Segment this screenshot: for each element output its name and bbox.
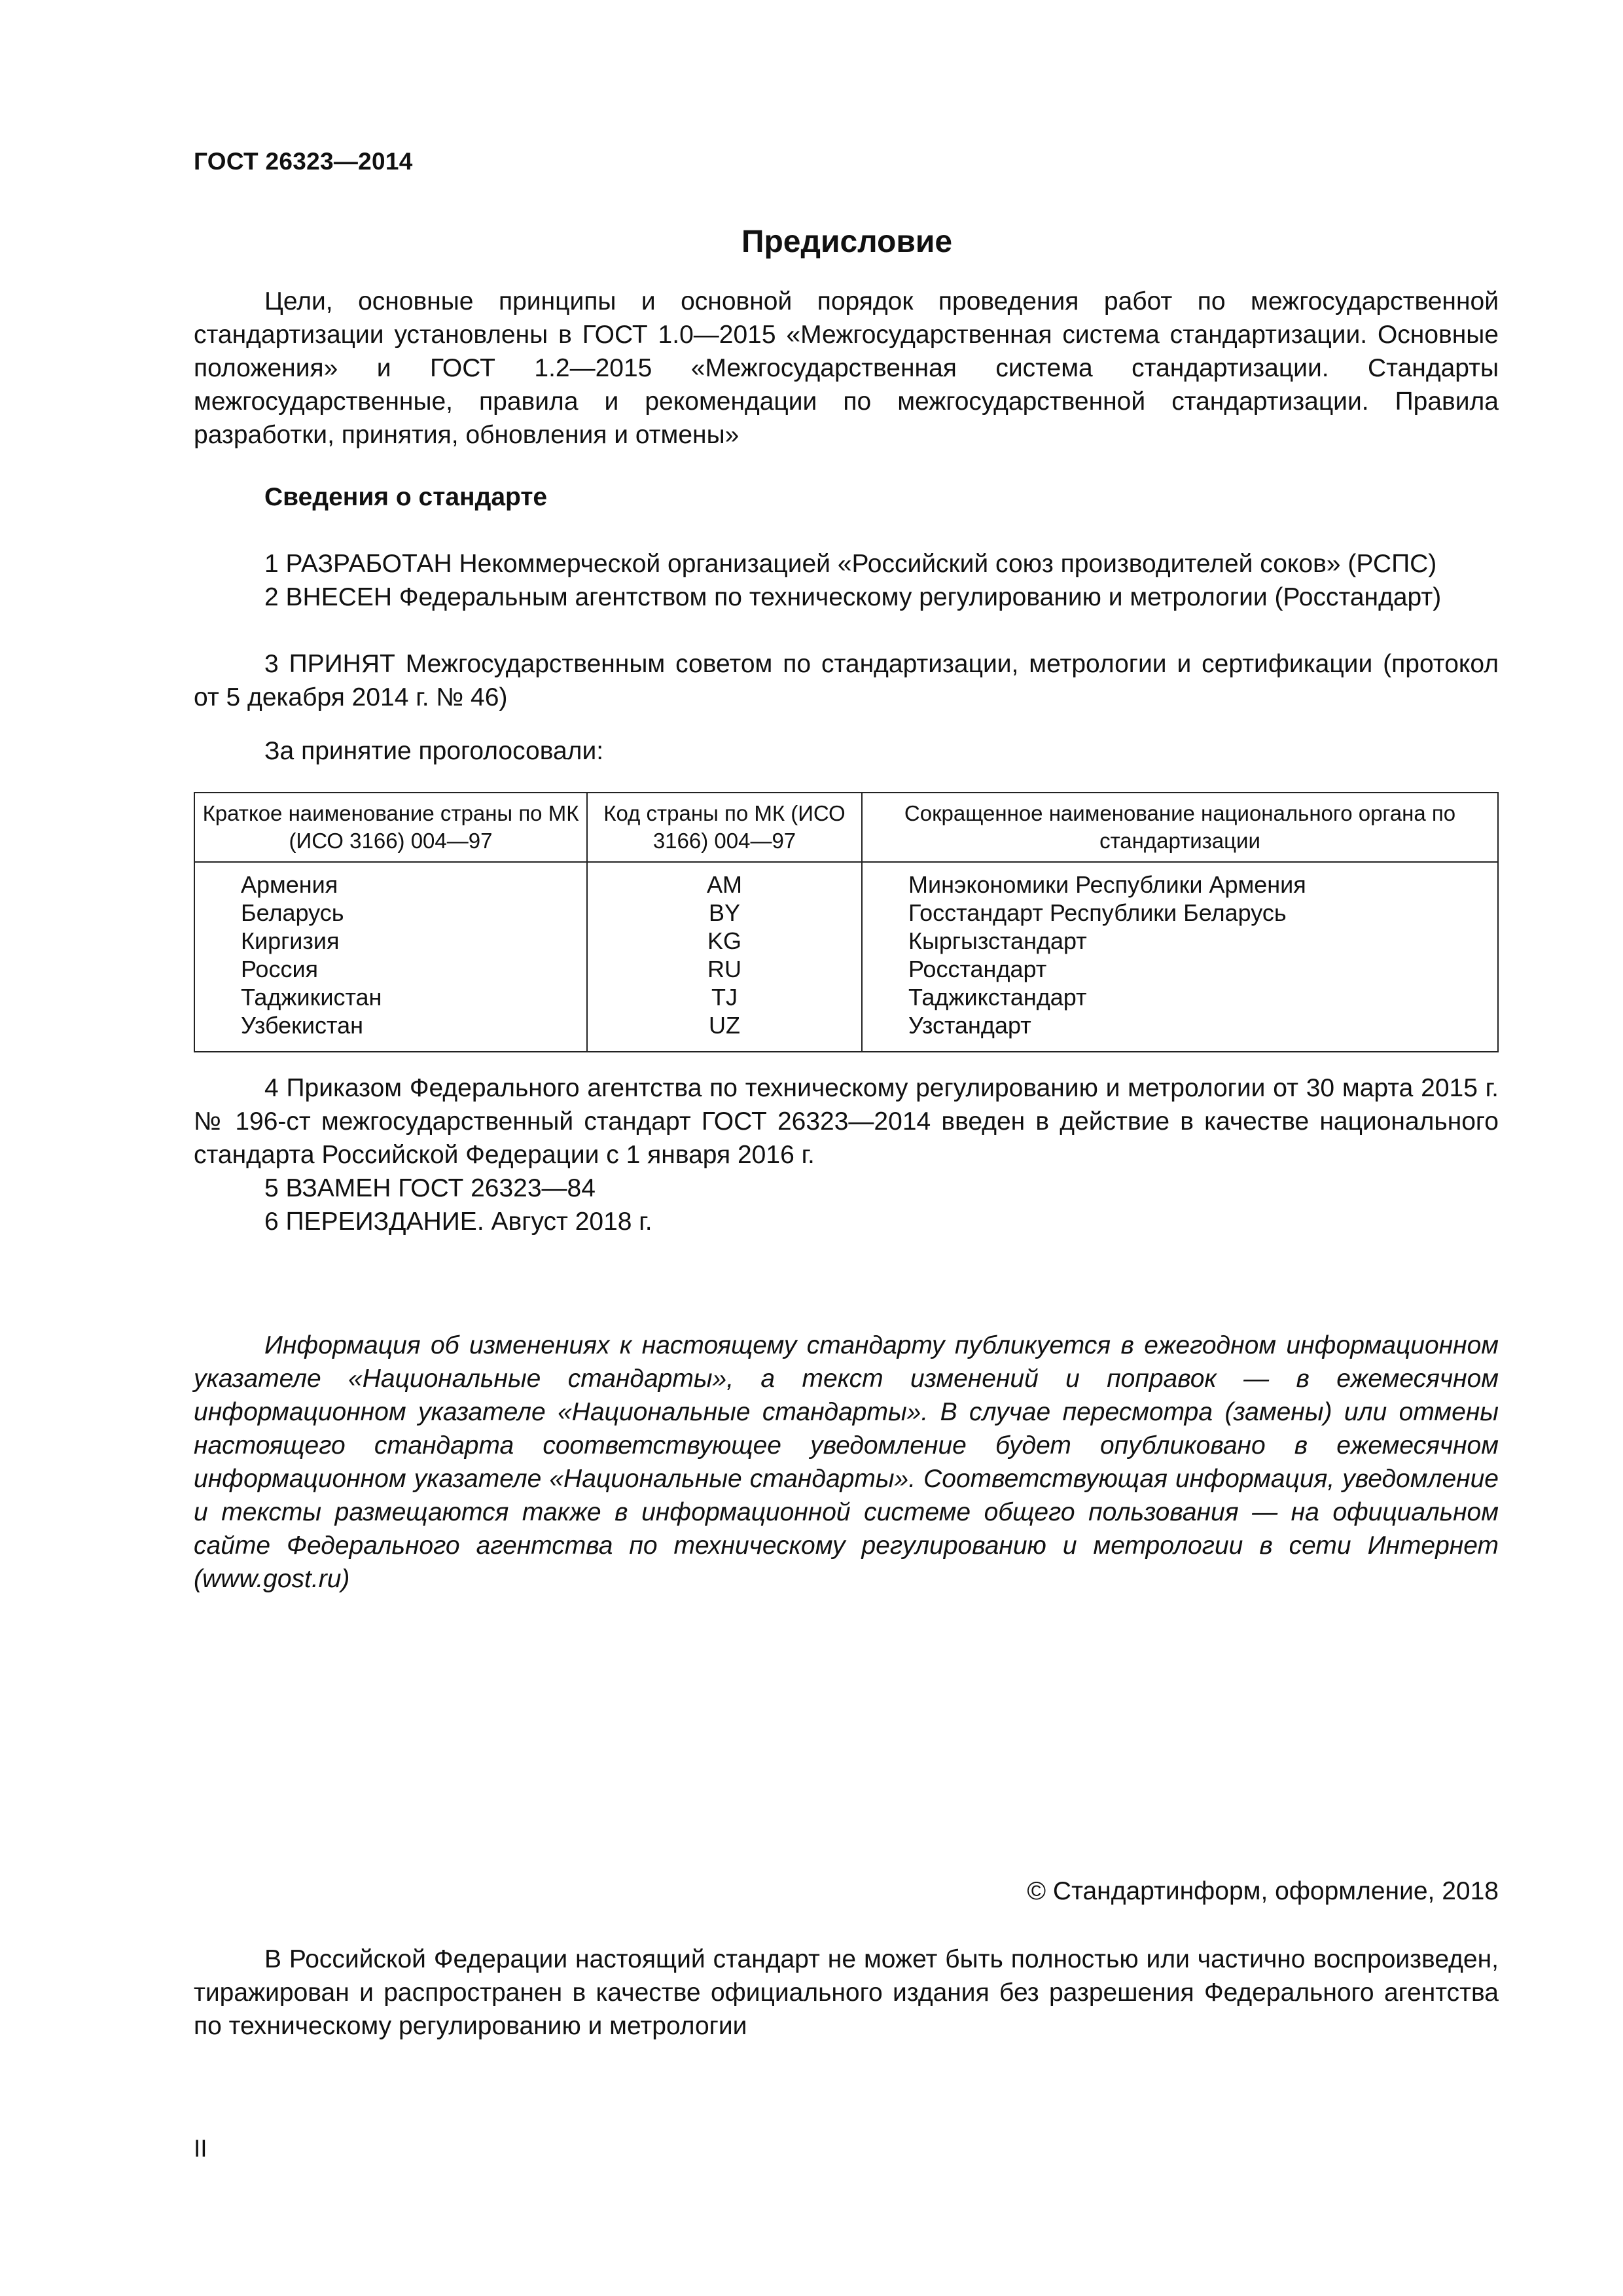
country-name: Беларусь bbox=[194, 899, 587, 927]
table-row bbox=[194, 870, 1498, 899]
country-name: Узбекистан bbox=[194, 1011, 587, 1039]
info-heading: Сведения о стандарте bbox=[264, 483, 548, 511]
info-item-4: 4 Приказом Федерального агентства по техническому регулированию и метрологии от 30 марта 2015 г. № 196-ст межгосударственный стандарт ГОСТ 26323—2014 введен в действие в качестве национального стандарта Российской Федерации с 1 января 2016 г. bbox=[194, 1074, 1499, 1169]
rights-notice: В Российской Федерации настоящий стандарт не может быть полностью или частично воспроизведен, тиражирован и распространен в качестве официального издания без разрешения Федерального агентства по техническому регулированию и метрологии bbox=[194, 1945, 1499, 2040]
standards-body: Узстандарт bbox=[862, 1011, 1498, 1039]
country-code: TJ bbox=[587, 983, 862, 1011]
standards-body: Минэкономики Республики Армения bbox=[862, 870, 1498, 899]
standards-body: Госстандарт Республики Беларусь bbox=[862, 899, 1498, 927]
country-code: UZ bbox=[587, 1011, 862, 1039]
table-row bbox=[194, 1011, 1498, 1039]
table-row bbox=[194, 927, 1498, 955]
country-name: Россия bbox=[194, 955, 587, 983]
copyright-line: © Стандартинформ, оформление, 2018 bbox=[1027, 1877, 1499, 1905]
country-name: Таджикистан bbox=[194, 983, 587, 1011]
info-item-2: 2 ВНЕСЕН Федеральным агентством по техническому регулированию и метрологии (Росстандарт) bbox=[264, 583, 1442, 611]
country-name: Киргизия bbox=[194, 927, 587, 955]
country-name: Армения bbox=[194, 870, 587, 899]
page-title: Предисловие bbox=[741, 224, 953, 259]
table-header-row bbox=[194, 793, 1498, 862]
info-item-1: 1 РАЗРАБОТАН Некоммерческой организацией «Российский союз производителей соков» (РСПС) bbox=[264, 550, 1437, 578]
standards-body: Таджикстандарт bbox=[862, 983, 1498, 1011]
table-row bbox=[194, 983, 1498, 1011]
country-code: KG bbox=[587, 927, 862, 955]
header-org: Сокращенное наименование национального органа по стандартизации bbox=[862, 793, 1498, 862]
country-code: RU bbox=[587, 955, 862, 983]
table-row bbox=[194, 955, 1498, 983]
table-row bbox=[194, 899, 1498, 927]
voted-label: За принятие проголосовали: bbox=[264, 737, 604, 765]
document-code: ГОСТ 26323—2014 bbox=[194, 148, 413, 175]
country-code: AM bbox=[587, 870, 862, 899]
intro-paragraph: Цели, основные принципы и основной порядок проведения работ по межгосударственной стандартизации установлены в ГОСТ 1.0—2015 «Межгосударственная система стандартизации. Основные положения» и ГОСТ 1.2—2015 «Межгосударственная система стандартизации. Стандарты межгосударственные, правила и рекомендации по межгосударственной стандартизации. Правила разработки, принятия, обновления и отмены» bbox=[194, 287, 1499, 449]
standards-body: Кыргызстандарт bbox=[862, 927, 1498, 955]
voting-table bbox=[194, 792, 1499, 1052]
country-code: BY bbox=[587, 899, 862, 927]
info-item-3: 3 ПРИНЯТ Межгосударственным советом по стандартизации, метрологии и сертификации (протокол от 5 декабря 2014 г. № 46) bbox=[194, 650, 1499, 711]
header-code: Код страны по МК (ИСО 3166) 004—97 bbox=[587, 793, 862, 862]
page-number: II bbox=[194, 2135, 207, 2162]
info-item-6: 6 ПЕРЕИЗДАНИЕ. Август 2018 г. bbox=[264, 1208, 652, 1236]
header-country: Краткое наименование страны по МК (ИСО 3166) 004—97 bbox=[194, 793, 587, 862]
info-item-5: 5 ВЗАМЕН ГОСТ 26323—84 bbox=[264, 1174, 596, 1202]
changes-notice: Информация об изменениях к настоящему стандарту публикуется в ежегодном информационном указателе «Национальные стандарты», а текст изменений и поправок — в ежемесячном информационном указателе «Национальные стандарты». В случае пересмотра (замены) или отмены настоящего стандарта соответствующее уведомление будет опубликовано в ежемесячном информационном указателе «Национальные стандарты». Соответствующая информация, уведомление и тексты размещаются также в информационной системе общего пользования — на официальном сайте Федерального агентства по техническому регулированию и метрологии в сети Интернет (www.gost.ru) bbox=[194, 1331, 1499, 1593]
standards-body: Росстандарт bbox=[862, 955, 1498, 983]
